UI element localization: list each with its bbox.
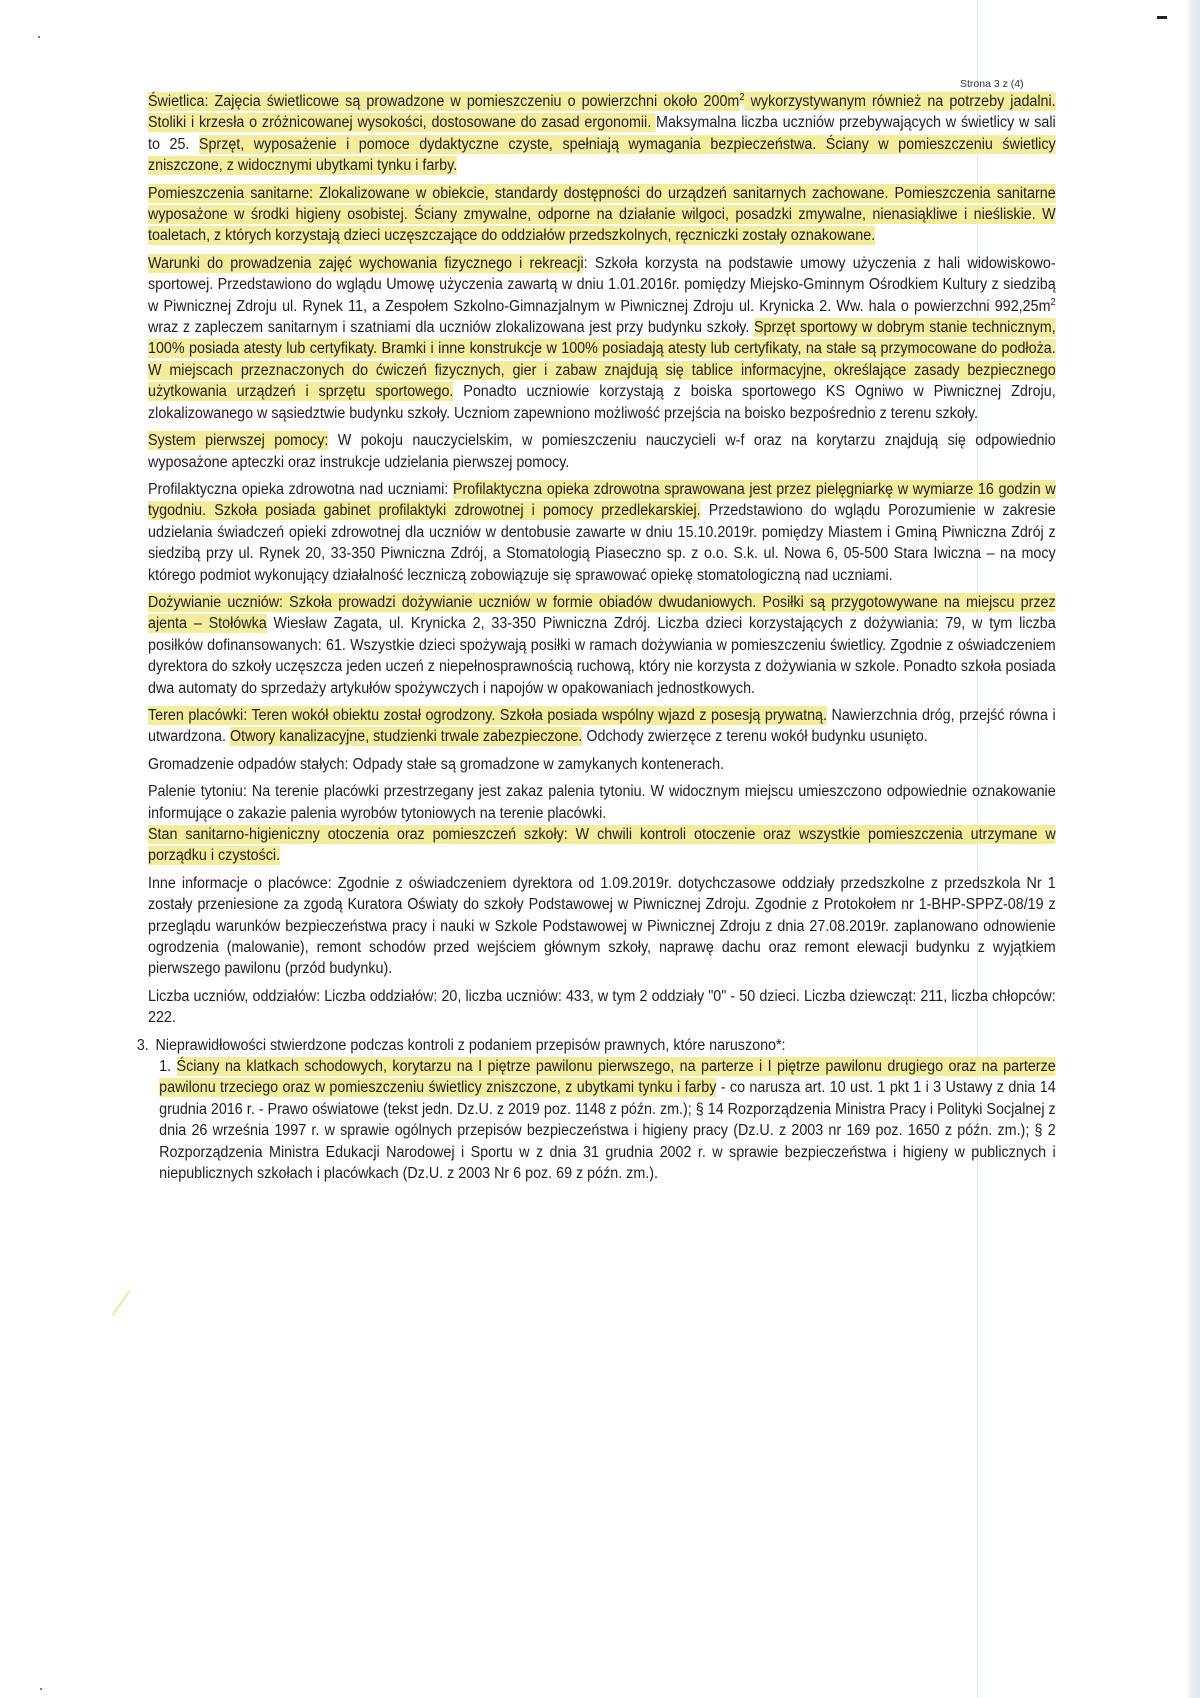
scan-edge — [1186, 0, 1200, 1698]
document-body — [136, 91, 1056, 1191]
text-segment: : Szkoła korzysta na podstawie umowy użyczenia z hali widowiskowo-sportowej. Przedstawiono do wglądu Umowę użyczenia zawartą w dniu 1.01.2016r. pomiędzy Miejsko-Gminnym Ośrodkiem Kultury z siedzibą w Piwnicznej Zdroju ul. Rynek 11, a Zespołem Szkolno-Gimnazjalnym w Piwnicznej Zdroju ul. Krynicka 2. Ww. hala o powierzchni 992,25m — [148, 254, 1056, 315]
section-3 — [136, 1035, 1056, 1056]
scan-mark — [1157, 16, 1167, 19]
paragraph-teren — [148, 705, 1056, 748]
highlighted-text: Otwory kanalizacyjne, studzienki trwale zabezpieczone. — [229, 728, 583, 746]
paragraph-liczba-uczniow — [148, 986, 1056, 1029]
highlighted-text: Dożywianie uczniów: Szkoła prowadzi dożywianie uczniów w formie obiadów dwudaniowych. Posiłki są przygotowywane na miejscu przez ajenta – Stołówka — [148, 593, 1056, 633]
highlighted-text: Pomieszczenia sanitarne: Zlokalizowane w obiekcie, standardy dostępności do urządzeń sanitarnych zachowane. Pomieszczenia sanitarne wyposażone w środki higieny osobistej. Ściany zmywalne, odporne na działanie wilgoci, posadzki zmywalne, nienasiąkliwe i nieśliskie. W toaletach, z których korzystają dzieci uczęszczające do oddziałów przedszkolnych, ręczniczki zostały oznakowane. — [148, 184, 1056, 245]
text-segment: Liczba uczniów, oddziałów: Liczba oddziałów: 20, liczba uczniów: 433, w tym 2 oddziały "0" - 50 dzieci. Liczba dziewcząt: 211, liczba chłopców: 222. — [148, 987, 1056, 1027]
paragraph-swietlica — [148, 91, 1056, 177]
scan-speck — [38, 36, 40, 38]
text-segment: Wiesław Zagata, ul. Krynicka 2, 33-350 Piwniczna Zdrój. Liczba dzieci korzystających z dożywiania: 79, w tym liczba posiłków dofinansowanych: 61. Wszystkie dzieci spożywają posiłki w ramach dożywiania w pomieszczeniu świetlicy. Zgodnie z oświadczeniem dyrektora do szkoły uczęszcza jeden uczeń z niepełnosprawnością ruchową, który nie korzysta z dożywiania w szkole. Ponadto szkoła posiada dwa automaty do sprzedaży artykułów spożywczych i napojów w opakowaniach jednostkowych. — [148, 615, 1056, 697]
scan-speck — [40, 1688, 42, 1690]
text-segment: Gromadzenie odpadów stałych: Odpady stałe są gromadzone w zamykanych kontenerach. — [148, 755, 725, 773]
highlighted-text: Stan sanitarno-higieniczny otoczenia oraz pomieszczeń szkoły: W chwili kontroli otoczenie oraz wszystkie pomieszczenia utrzymane w porządku i czystości. — [148, 826, 1056, 865]
paragraph-dozywianie — [148, 592, 1056, 699]
pen-mark — [112, 1290, 131, 1316]
text-segment: W pokoju nauczycielskim, w pomieszczeniu nauczycieli w-f oraz na korytarzu znajdują się odpowiednio wyposażone apteczki oraz instrukcje udzielania pierwszej pomocy. — [148, 432, 1056, 471]
page-indicator: Strona 3 z (4) — [960, 78, 1024, 90]
text-segment: Ponadto uczniowie korzystają z boiska sportowego KS Ogniwo w Piwnicznej Zdroju, zlokalizowanego w sąsiedztwie budynku szkoły. Uczniom zapewniono możliwość przejścia na boisko bezpośrednio z terenu szkoły. — [148, 383, 1056, 422]
text-segment: Maksymalna liczba uczniów przebywających w świetlicy w sali to 25. — [148, 114, 1056, 153]
text-segment: Nawierzchnia dróg, przejść równa i utwardzona. — [148, 706, 1056, 746]
highlighted-text: 2 — [739, 91, 745, 103]
paragraph-inne — [148, 873, 1056, 980]
section-title: Nieprawidłowości stwierdzone podczas kontroli z podaniem przepisów prawnych, które naruszono*: — [155, 1036, 786, 1054]
highlighted-text: Sprzęt, wyposażenie i pomoce dydaktyczne czyste, spełniają wymagania bezpieczeństwa. Ściany w pomieszczeniu świetlicy zniszczone, z widocznymi ubytkami tynku i farby. — [148, 135, 1056, 175]
text-segment: 2 — [1050, 296, 1056, 308]
text-segment: 1. — [159, 1058, 177, 1076]
paragraph-list — [148, 91, 1056, 1029]
section-number: 3. — [136, 1036, 149, 1054]
highlighted-text: Profilaktyczna opieka zdrowotna sprawowana jest przez pielęgniarkę w wymiarze 16 godzin w tygodniu. Szkoła posiada gabinet profilaktyki zdrowotnej i pomocy przedlekarskiej. — [148, 480, 1056, 520]
text-segment: Palenie tytoniu: Na terenie placówki przestrzegany jest zakaz palenia tytoniu. W widocznym miejscu umieszczono odpowiednie oznakowanie informujące o zakazie palenia wyrobów tytoniowych na terenie placówki. — [148, 783, 1056, 822]
paragraph-opieka-zdrowotna — [148, 479, 1056, 586]
paragraph-tyton — [148, 781, 1056, 824]
text-segment: Inne informacje o placówce: Zgodnie z oświadczeniem dyrektora od 1.09.2019r. dotychczasowe oddziały przedszkolne z przedszkola Nr 1 zostały przeniesione za zgodą Kuratora Oświaty do szkoły Podstawowej w Piwnicznej Zdroju. Zgodnie z Protokołem nr 1-BHP-SPPZ-08/19 z przeglądu warunków bezpieczeństwa pracy i nauki w Szkole Podstawowej w Piwnicznej Zdroju z dnia 27.08.2019r. zaplanowano odnowienie ogrodzenia (malowanie), remont schodów przed wejściem głównym szkoły, naprawę dachu oraz remont elewacji budynku z wyjątkiem pierwszego pawilonu (przód budynku). — [148, 874, 1056, 978]
highlighted-text: System pierwszej pomocy: — [148, 432, 329, 450]
highlighted-text: Warunki do prowadzenia zajęć wychowania fizycznego i rekreacji — [148, 254, 584, 272]
highlighted-text: Sprzęt sportowy w dobrym stanie technicznym, 100% posiada atesty lub certyfikaty. Bramki i inne konstrukcje w 100% posiadają atesty lub certyfikaty, na stałe są przymocowane do podłoża. W miejscach przeznaczonych do ćwiczeń fizycznych, gier i zabaw znajdują się tablice informacyjne, określające zasady bezpiecznego użytkowania urządzeń i sprzętu sportowego. — [148, 319, 1056, 401]
paragraph-odpady — [148, 754, 1056, 775]
text-segment: - co narusza art. 10 ust. 1 pkt 1 i 3 Ustawy z dnia 14 grudnia 2016 r. - Prawo oświatowe (tekst jedn. Dz.U. z 2019 poz. 1148 z późn. zm.); § 14 Rozporządzenia Ministra Pracy i Polityki Socjalnej z dnia 26 września 1997 r. w sprawie ogólnych przepisów bezpieczeństwa i higieny pracy (Dz.U. z 2003 nr 169 poz. 1650 z późn. zm.); § 2 Rozporządzenia Ministra Edukacji Narodowej i Sportu w z dnia 31 grudnia 2002 r. w sprawie bezpieczeństwa i higieny w publicznych i niepublicznych szkołach i placówkach (Dz.U. z 2003 Nr 6 poz. 69 z późn. zm.). — [159, 1079, 1056, 1183]
highlighted-text: Teren placówki: Teren wokół obiektu został ogrodzony. Szkoła posiada wspólny wjazd z posesją prywatną. — [148, 706, 827, 724]
violation-item-1 — [159, 1056, 1056, 1184]
highlighted-text: Świetlica: Zajęcia świetlicowe są prowadzone w pomieszczeniu o powierzchni około 200m — [148, 93, 740, 110]
paragraph-pierwsza-pomoc — [148, 430, 1056, 473]
paragraph-sanitarne — [148, 183, 1056, 247]
paragraph-wf — [148, 253, 1056, 424]
text-segment: Przedstawiono do wglądu Porozumienie w zakresie udzielania świadczeń opieki zdrowotnej dla uczniów w dentobusie zawarte w dniu 15.10.2019r. pomiędzy Miastem i Gminą Piwniczna Zdrój z siedzibą przy ul. Rynek 20, 33-350 Piwniczna Zdrój, a Stomatologią Piaseczno sp. z o.o. S.k. ul. Nowa 6, 05-500 Stara Iwiczna – na mocy którego podmiot wykonujący działalność leczniczą zobowiązuje się sprawować opiekę stomatologiczną nad uczniami. — [148, 502, 1056, 584]
paragraph-stan-sanitarny — [148, 824, 1056, 867]
text-segment: Profilaktyczna opieka zdrowotna nad uczniami: — [148, 480, 453, 498]
highlighted-text: wykorzystywanym również na potrzeby jadalni. Stoliki i krzesła o zróżnicowanej wysokości, dostosowane do zasad ergonomii. — [148, 93, 1056, 132]
text-segment: Odchody zwierzęce z terenu wokół budynku usunięto. — [582, 728, 928, 746]
highlighted-text: Ściany na klatkach schodowych, korytarzu na I piętrze pawilonu pierwszego, na parterze i I piętrze pawilonu drugiego oraz na parterze pawilonu trzeciego oraz w pomieszczeniu świetlicy zniszczone, z ubytkami tynku i farby — [159, 1058, 1056, 1097]
text-segment: wraz z zapleczem sanitarnym i szatniami dla uczniów zlokalizowana jest przy budynku szkoły. — [148, 319, 754, 337]
